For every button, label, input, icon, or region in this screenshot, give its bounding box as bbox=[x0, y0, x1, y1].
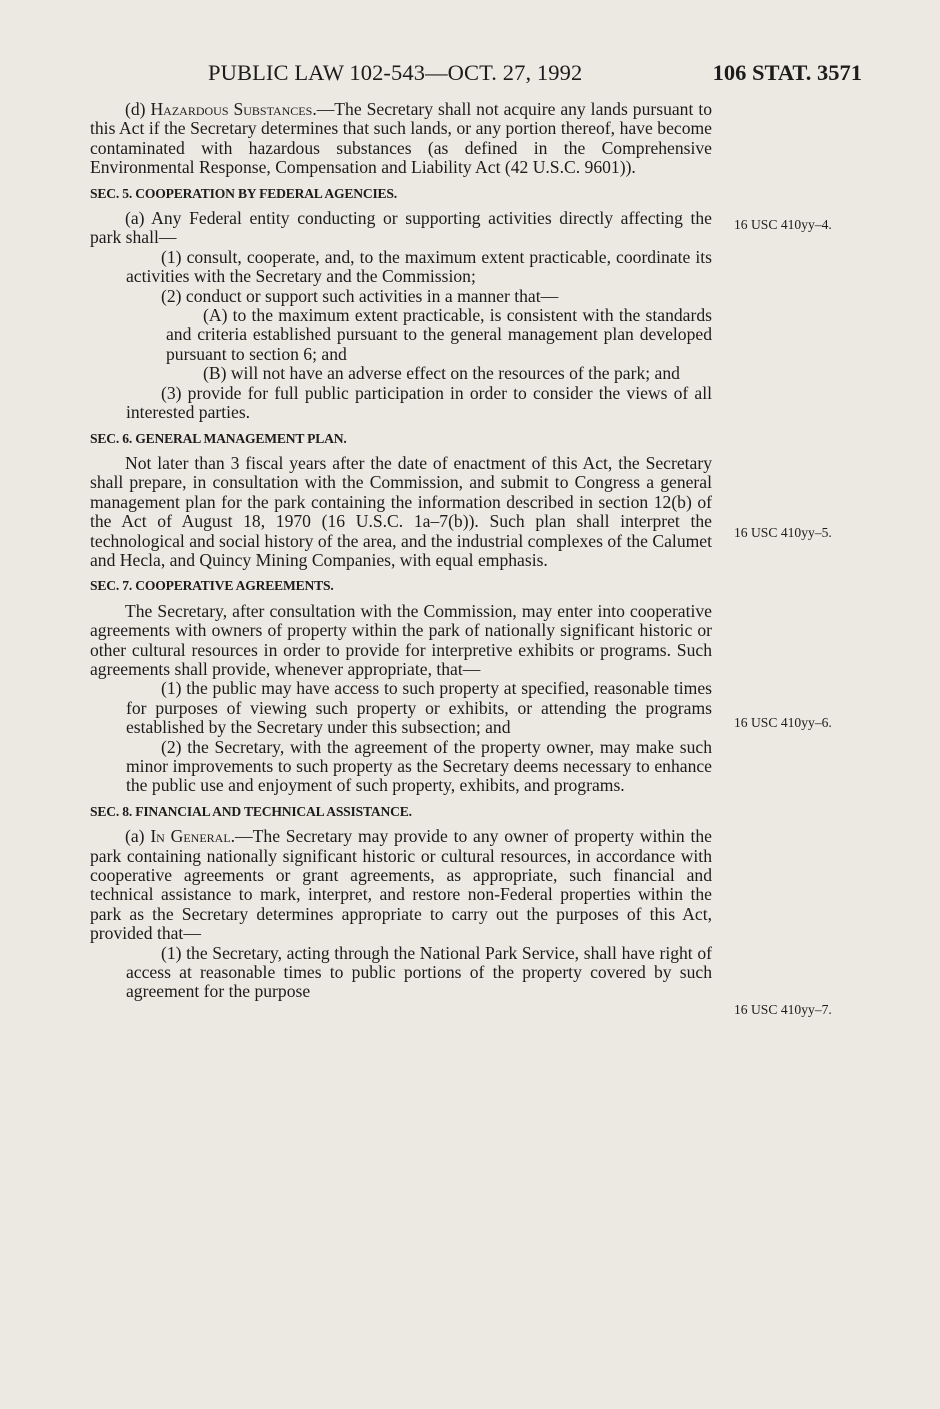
paragraph: (a) Any Federal entity conducting or supporting activities directly affecting the park shall— bbox=[90, 208, 712, 248]
list-item: (1) consult, cooperate, and, to the maximum extent practicable, coordinate its activities with the Secretary and the Commission; bbox=[126, 246, 712, 287]
list-item: (1) the public may have access to such property at specified, reasonable times for purposes of viewing such property or exhibits, or attending the programs established by the Secretary under this subsection; and bbox=[126, 678, 712, 738]
body-text bbox=[90, 100, 712, 1002]
section-heading: SEC. 8. FINANCIAL AND TECHNICAL ASSISTANCE. bbox=[90, 803, 412, 819]
margin-citation: 16 USC 410yy–4. bbox=[734, 217, 832, 232]
list-item: (2) the Secretary, with the agreement of the property owner, may make such minor improvements to such property as the Secretary deems necessary to enhance the public use and enjoyment of such property, exhibits, and programs. bbox=[126, 736, 712, 796]
margin-citation: 16 USC 410yy–7. bbox=[734, 1002, 832, 1017]
paragraph: (a) In General.—The Secretary may provide to any owner of property within the park containing nationally significant historic or cultural resources, in accordance with cooperative agreements or grant agreements, as appropriate, such financial and technical assistance to mark, interpret, and restore non-Federal properties within the park as the Secretary determines appropriate to carry out the purposes of this Act, provided that— bbox=[90, 826, 712, 944]
statute-page-number: 106 STAT. 3571 bbox=[712, 60, 862, 85]
list-item: (3) provide for full public participation in order to consider the views of all interested parties. bbox=[126, 382, 712, 423]
list-item: (A) to the maximum extent practicable, is consistent with the standards and criteria established pursuant to the general management plan developed pursuant to section 6; and bbox=[166, 305, 712, 364]
paragraph-caption: In General bbox=[150, 826, 231, 847]
list-item: (2) conduct or support such activities in a manner that— bbox=[161, 285, 559, 306]
running-title: PUBLIC LAW 102-543—OCT. 27, 1992 bbox=[208, 60, 583, 85]
paragraph-d: (d) Hazardous Substances.—The Secretary shall not acquire any lands pursuant to this Act if the Secretary determines that such lands, or any portion thereof, have become contaminated with hazardous substances (as defined in the Comprehensive Environmental Response, Compensation and Liability Act (42 U.S.C. 9601)). bbox=[90, 99, 712, 178]
list-item: (1) the Secretary, acting through the National Park Service, shall have right of access at reasonable times to public portions of the property covered by such agreement for the purpose bbox=[126, 942, 712, 1002]
paragraph-caption: Hazardous Substances bbox=[150, 99, 313, 119]
page-header bbox=[90, 60, 862, 90]
section-heading: SEC. 6. GENERAL MANAGEMENT PLAN. bbox=[90, 430, 347, 446]
section-heading: SEC. 5. COOPERATION BY FEDERAL AGENCIES. bbox=[90, 185, 397, 201]
paragraph: The Secretary, after consultation with the Commission, may enter into cooperative agreements with owners of property within the park of nationally significant historic or other cultural resources in order to provide for interpretive exhibits or programs. Such agreements shall provide, whenever appropriate, that— bbox=[90, 600, 712, 679]
paragraph: Not later than 3 fiscal years after the date of enactment of this Act, the Secretary shall prepare, in consultation with the Commission, and submit to Congress a general management plan for the park containing the information described in section 12(b) of the Act of August 18, 1970 (16 U.S.C. 1a–7(b)). Such plan shall interpret the technological and social history of the area, and the industrial complexes of the Calumet and Hecla, and Quincy Mining Companies, with equal emphasis. bbox=[90, 452, 712, 570]
margin-citation: 16 USC 410yy–5. bbox=[734, 525, 832, 540]
list-item: (B) will not have an adverse effect on the resources of the park; and bbox=[203, 363, 680, 384]
margin-citation: 16 USC 410yy–6. bbox=[734, 715, 832, 730]
section-heading: SEC. 7. COOPERATIVE AGREEMENTS. bbox=[90, 578, 334, 594]
